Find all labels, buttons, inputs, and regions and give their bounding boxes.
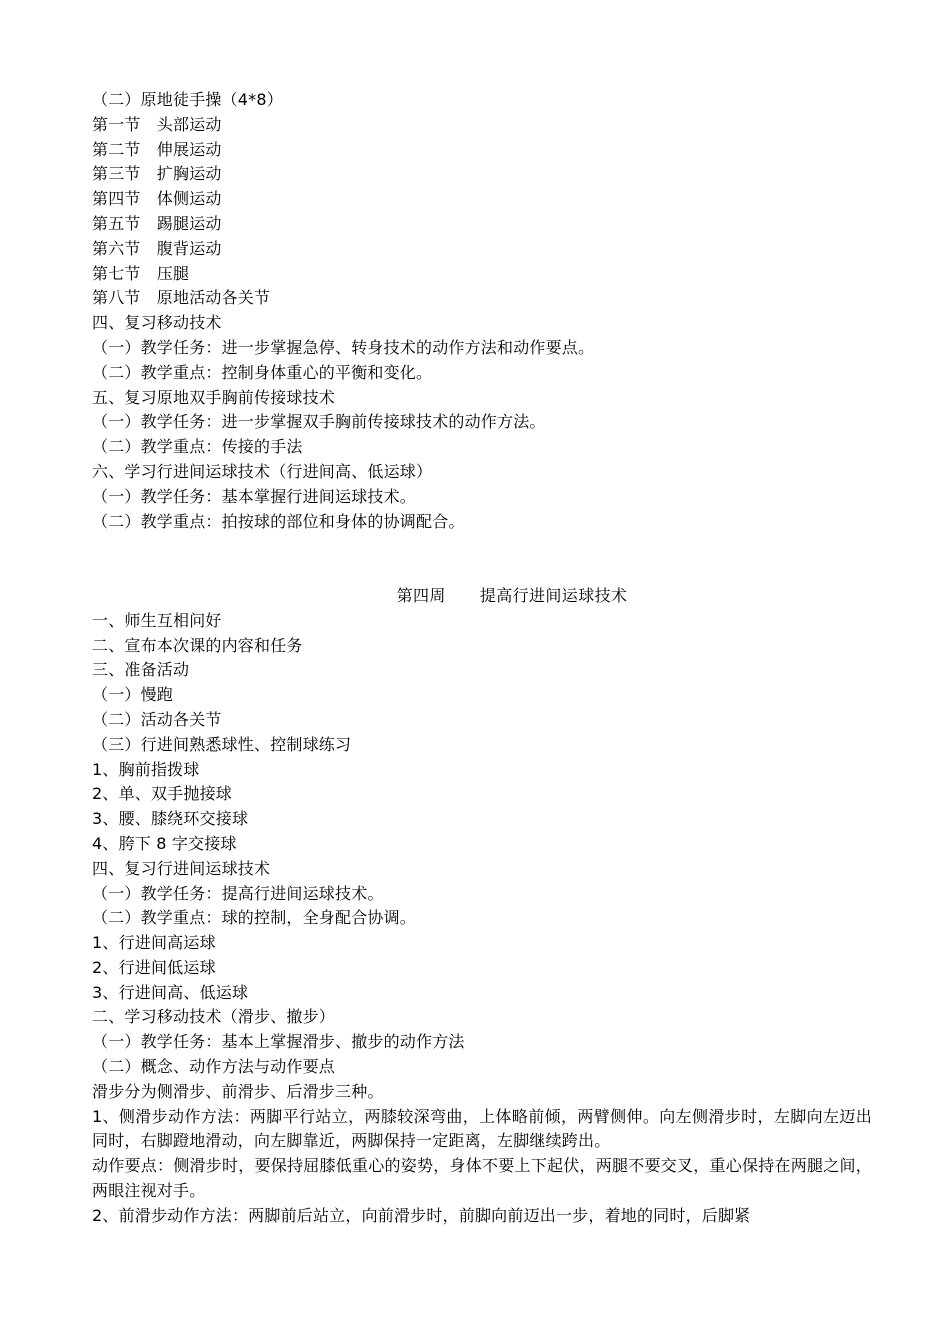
week-heading: [92, 584, 872, 609]
text-line: 二、学习移动技术（滑步、撤步）: [92, 1007, 336, 1027]
week-label: 第四周: [396, 585, 446, 605]
text-line: 3、行进间高、低运球: [92, 982, 249, 1002]
text-line: （一）教学任务：进一步掌握双手胸前传接球技术的动作方法。: [92, 412, 546, 432]
text-line: 一、师生互相问好: [92, 610, 222, 630]
text-line: 五、复习原地双手胸前传接球技术: [92, 387, 336, 407]
text-line: （一）教学任务：基本上掌握滑步、撤步的动作方法: [92, 1032, 465, 1052]
text-line: 三、准备活动: [92, 660, 190, 680]
text-line: 3、腰、膝绕环交接球: [92, 809, 249, 829]
section-warmup-drills: [92, 88, 872, 534]
text-line: 第二节 伸展运动: [92, 139, 222, 159]
text-line: 第五节 踢腿运动: [92, 213, 222, 233]
text-line: 1、胸前指拨球: [92, 759, 200, 779]
text-line: 4、胯下 8 字交接球: [92, 833, 237, 853]
text-line: 第七节 压腿: [92, 263, 190, 283]
text-line: 四、复习移动技术: [92, 313, 222, 333]
week-topic: 提高行进间运球技术: [479, 585, 628, 605]
text-line: 滑步分为侧滑步、前滑步、后滑步三种。: [92, 1081, 384, 1101]
text-line: 四、复习行进间运球技术: [92, 858, 271, 878]
text-line: （二）原地徒手操（4*8）: [92, 90, 283, 109]
text-line: （一）教学任务：基本掌握行进间运球技术。: [92, 486, 417, 506]
text-line: （二）教学重点：球的控制，全身配合协调。: [92, 908, 417, 928]
text-line: 第四节 体侧运动: [92, 189, 222, 209]
text-line: （一）教学任务：提高行进间运球技术。: [92, 883, 384, 903]
text-line: 第八节 原地活动各关节: [92, 288, 271, 308]
text-line: 第一节 头部运动: [92, 114, 222, 134]
text-line: （三）行进间熟悉球性、控制球练习: [92, 734, 352, 754]
text-line: （二）活动各关节: [92, 709, 222, 729]
text-line: 1、行进间高运球: [92, 933, 216, 953]
paragraph-key-points: 动作要点：侧滑步时，要保持屈膝低重心的姿势，身体不要上下起伏，两腿不要交叉，重心保持在两腿之间，两眼注视对手。: [92, 1156, 872, 1201]
text-line: 2、单、双手抛接球: [92, 784, 232, 804]
text-line: 六、学习行进间运球技术（行进间高、低运球）: [92, 461, 433, 481]
text-line: （二）教学重点：拍按球的部位和身体的协调配合。: [92, 511, 465, 531]
text-line: 二、宣布本次课的内容和任务: [92, 635, 303, 655]
document-page: [92, 88, 872, 1229]
text-line: （二）教学重点：控制身体重心的平衡和变化。: [92, 362, 433, 382]
text-line: （二）教学重点：传接的手法: [92, 437, 303, 457]
paragraph-front-slide: 2、前滑步动作方法：两脚前后站立，向前滑步时，前脚向前迈出一步，着地的同时，后脚紧: [92, 1205, 751, 1225]
text-line: （一）教学任务：进一步掌握急停、转身技术的动作方法和动作要点。: [92, 337, 595, 357]
section-week4-plan: [92, 609, 872, 1229]
paragraph-side-slide: 1、侧滑步动作方法：两脚平行站立，两膝较深弯曲，上体略前倾，两臂侧伸。向左侧滑步时，左脚向左迈出同时，右脚蹬地滑动，向左脚靠近，两脚保持一定距离，左脚继续跨出。: [92, 1106, 872, 1151]
text-line: 2、行进间低运球: [92, 957, 216, 977]
text-line: （二）概念、动作方法与动作要点: [92, 1057, 336, 1077]
text-line: 第六节 腹背运动: [92, 238, 222, 258]
section-spacer: [92, 534, 872, 584]
text-line: （一）慢跑: [92, 685, 174, 705]
text-line: 第三节 扩胸运动: [92, 164, 222, 184]
